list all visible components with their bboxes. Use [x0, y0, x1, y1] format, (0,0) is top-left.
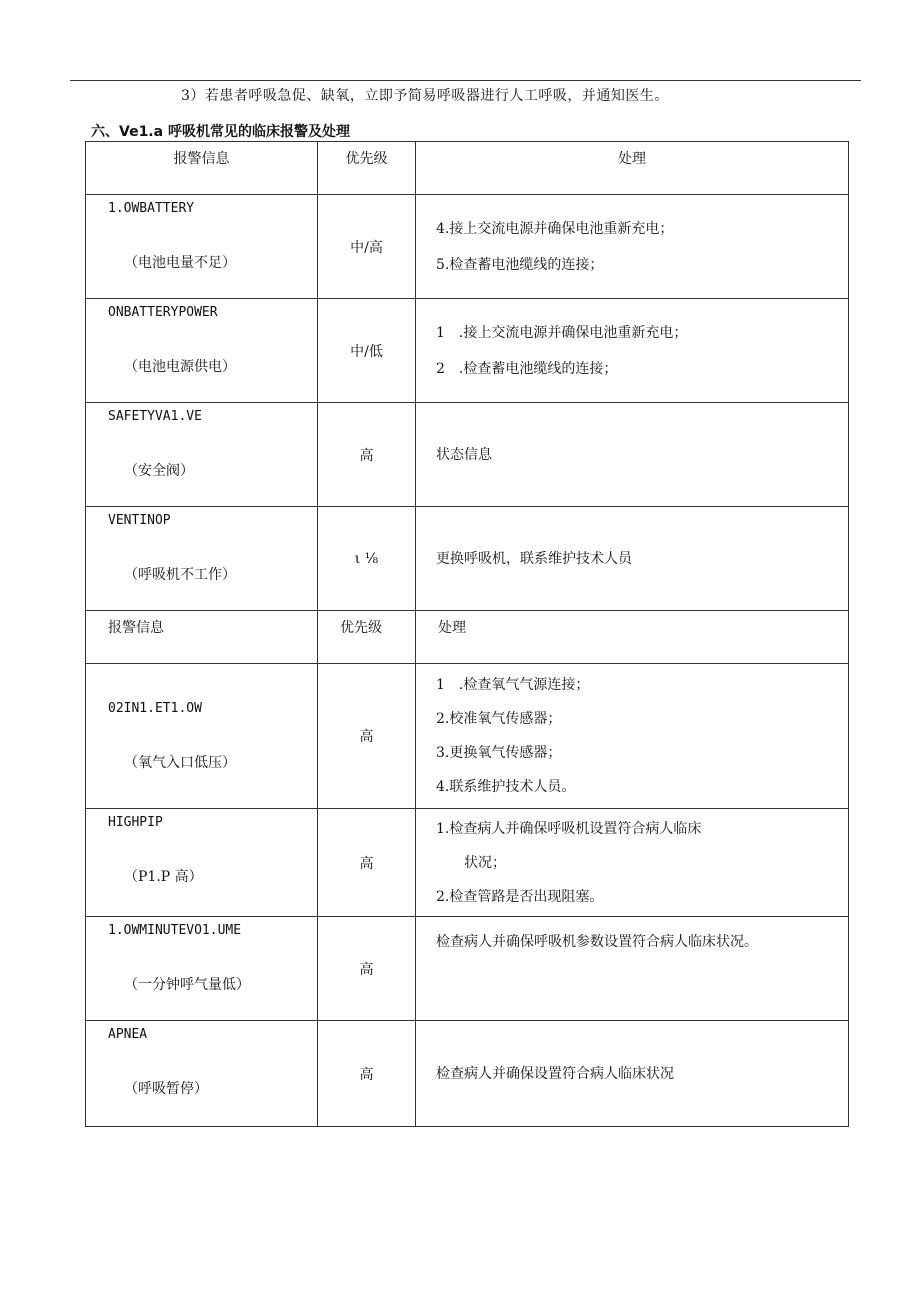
alarm-cell — [86, 403, 318, 507]
priority-cell: 高 — [318, 664, 416, 809]
action-cell — [416, 664, 849, 809]
header-priority: 优先级 — [318, 142, 416, 195]
priority-cell: 高 — [318, 1021, 416, 1127]
alarm-cell — [86, 917, 318, 1021]
alarm-cell — [86, 195, 318, 299]
alarm-code: 02IN1.ET1.OW — [108, 700, 202, 716]
priority-cell: 中/低 — [318, 299, 416, 403]
alarm-name: （电池电源供电） — [124, 359, 236, 375]
table-row — [86, 195, 849, 299]
table-header-row — [86, 142, 849, 195]
action-item: 状况； — [464, 854, 506, 871]
alarm-cell — [86, 299, 318, 403]
action-item: 检查病人并确保设置符合病人临床状况 — [436, 1065, 674, 1082]
action-cell — [416, 917, 849, 1021]
action-item: 状态信息 — [436, 446, 492, 463]
action-cell — [416, 195, 849, 299]
action-cell — [416, 299, 849, 403]
action-item: 3.更换氧气传感器； — [436, 745, 562, 761]
alarm-code: APNEA — [108, 1027, 148, 1042]
alarm-code: VENTINOP — [108, 513, 171, 528]
action-item: 更换呼吸机，联系维护技术人员 — [436, 550, 632, 567]
alarm-name: （呼吸暂停） — [124, 1081, 208, 1097]
priority-cell: 中/高 — [318, 195, 416, 299]
action-item: 4.接上交流电源并确保电池重新充电； — [436, 220, 674, 237]
alarm-name: （一分钟呼气量低） — [124, 977, 250, 993]
action-cell — [416, 809, 849, 917]
table-row — [86, 1021, 849, 1127]
alarm-name: （电池电量不足） — [124, 255, 236, 271]
subheader-handling: 处理 — [416, 611, 849, 664]
action-item: 1 .接上交流电源并确保电池重新充电； — [436, 324, 688, 341]
alarm-code: 1.OWMINUTEVO1.UME — [108, 923, 242, 938]
alarm-name: （P1.P 高） — [124, 869, 203, 885]
alarm-cell — [86, 507, 318, 611]
action-cell — [416, 403, 849, 507]
alarm-name: （氧气入口低压） — [124, 754, 236, 771]
action-item: 1 .检查氧气气源连接； — [436, 677, 590, 693]
action-cell — [416, 507, 849, 611]
table-row — [86, 664, 849, 809]
alarm-cell — [86, 664, 318, 809]
action-item: 4.联系维护技术人员。 — [436, 779, 576, 795]
action-item: 1.检查病人并确保呼吸机设置符合病人临床 — [436, 820, 702, 837]
priority-cell: 高 — [318, 403, 416, 507]
top-rule — [70, 80, 861, 81]
action-item: 5.检查蓄电池缆线的连接； — [436, 256, 604, 273]
action-item: 检查病人并确保呼吸机参数设置符合病人临床状况。 — [436, 934, 758, 950]
alarm-cell — [86, 1021, 318, 1127]
action-item: 2.检查管路是否出现阻塞。 — [436, 888, 604, 905]
action-item: 2 .检查蓄电池缆线的连接； — [436, 360, 618, 377]
alarm-code: HIGHPIP — [108, 815, 163, 830]
alarm-code: SAFETYVA1.VE — [108, 409, 202, 424]
table-row — [86, 809, 849, 917]
subheader-alarm-info: 报警信息 — [86, 611, 318, 664]
alarm-table — [85, 141, 849, 1127]
action-cell — [416, 1021, 849, 1127]
table-subheader-row — [86, 611, 849, 664]
alarm-name: （安全阀） — [124, 463, 194, 479]
table-row — [86, 917, 849, 1021]
table-row — [86, 299, 849, 403]
priority-cell: ι ⅛ — [318, 507, 416, 611]
alarm-cell — [86, 809, 318, 917]
header-handling: 处理 — [416, 142, 849, 195]
action-item: 2.校准氧气传感器； — [436, 711, 562, 727]
alarm-code: ONBATTERYPOWER — [108, 305, 218, 320]
header-alarm-info: 报警信息 — [86, 142, 318, 195]
table-row — [86, 403, 849, 507]
alarm-code: 1.OWBATTERY — [108, 201, 195, 216]
alarm-name: （呼吸机不工作） — [124, 567, 236, 583]
intro-line: 3）若患者呼吸急促、缺氧，立即予简易呼吸器进行人工呼吸，并通知医生。 — [181, 88, 669, 104]
subheader-priority: 优先级 — [318, 611, 416, 664]
table-row — [86, 507, 849, 611]
priority-cell: 高 — [318, 917, 416, 1021]
priority-cell: 高 — [318, 809, 416, 917]
section-heading: 六、Ve1.a 呼吸机常见的临床报警及处理 — [91, 124, 350, 140]
